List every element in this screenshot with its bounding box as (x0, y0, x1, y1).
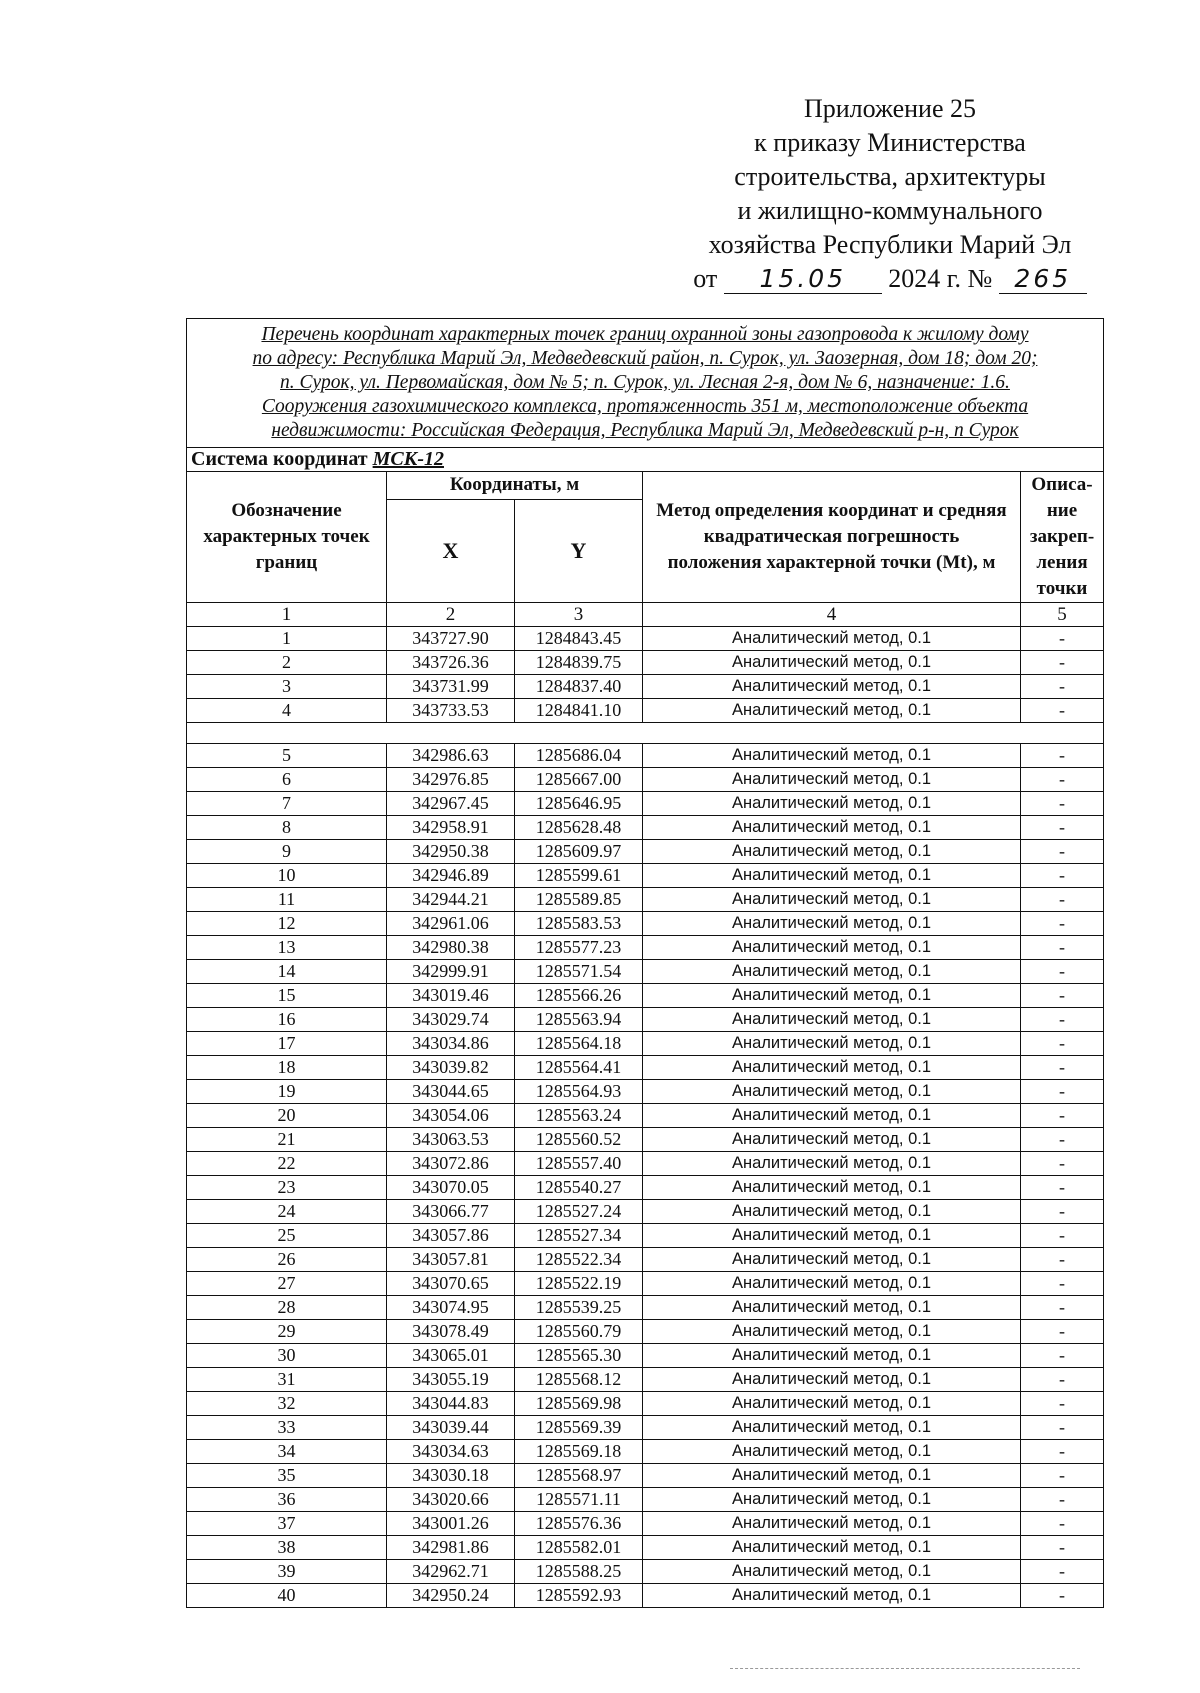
y-coordinate: 1285571.11 (515, 1488, 643, 1512)
method-cell: Аналитический метод, 0.1 (643, 1008, 1021, 1032)
y-coordinate: 1285527.34 (515, 1224, 643, 1248)
y-coordinate: 1285563.24 (515, 1104, 643, 1128)
x-coordinate: 343029.74 (387, 1008, 515, 1032)
point-number: 24 (187, 1200, 387, 1224)
y-coordinate: 1285571.54 (515, 960, 643, 984)
description-cell: - (1021, 912, 1104, 936)
y-coordinate: 1285522.19 (515, 1272, 643, 1296)
table-row (187, 1536, 1104, 1560)
description-cell: - (1021, 1344, 1104, 1368)
point-number: 6 (187, 768, 387, 792)
description-cell: - (1021, 816, 1104, 840)
x-coordinate: 342944.21 (387, 888, 515, 912)
table-row (187, 1176, 1104, 1200)
description-cell: - (1021, 1200, 1104, 1224)
x-coordinate: 343074.95 (387, 1296, 515, 1320)
y-coordinate: 1285599.61 (515, 864, 643, 888)
table-row (187, 912, 1104, 936)
point-number: 33 (187, 1416, 387, 1440)
x-coordinate: 342950.38 (387, 840, 515, 864)
point-number: 38 (187, 1536, 387, 1560)
table-row (187, 1584, 1104, 1608)
description-cell: - (1021, 936, 1104, 960)
table-row (187, 1512, 1104, 1536)
y-coordinate: 1285576.36 (515, 1512, 643, 1536)
description-cell: - (1021, 651, 1104, 675)
date-prefix: от (693, 264, 718, 293)
method-cell: Аналитический метод, 0.1 (643, 1560, 1021, 1584)
x-coordinate: 342967.45 (387, 792, 515, 816)
x-coordinate: 343001.26 (387, 1512, 515, 1536)
x-coordinate: 343055.19 (387, 1368, 515, 1392)
y-coordinate: 1285568.97 (515, 1464, 643, 1488)
coordinates-table (186, 318, 1104, 1608)
method-cell: Аналитический метод, 0.1 (643, 1464, 1021, 1488)
table-row (187, 864, 1104, 888)
description-cell: - (1021, 1512, 1104, 1536)
point-number: 5 (187, 744, 387, 768)
description-cell: - (1021, 792, 1104, 816)
x-coordinate: 343072.86 (387, 1152, 515, 1176)
column-number: 3 (515, 603, 643, 627)
table-row (187, 1440, 1104, 1464)
method-cell: Аналитический метод, 0.1 (643, 1104, 1021, 1128)
method-cell: Аналитический метод, 0.1 (643, 627, 1021, 651)
method-cell: Аналитический метод, 0.1 (643, 651, 1021, 675)
y-coordinate: 1285527.24 (515, 1200, 643, 1224)
y-coordinate: 1285592.93 (515, 1584, 643, 1608)
method-cell: Аналитический метод, 0.1 (643, 1176, 1021, 1200)
description-cell: - (1021, 1224, 1104, 1248)
x-coordinate: 343070.65 (387, 1272, 515, 1296)
method-cell: Аналитический метод, 0.1 (643, 744, 1021, 768)
y-coordinate: 1285609.97 (515, 840, 643, 864)
point-number: 22 (187, 1152, 387, 1176)
column-number: 4 (643, 603, 1021, 627)
table-row (187, 960, 1104, 984)
description-cell: - (1021, 864, 1104, 888)
point-number: 8 (187, 816, 387, 840)
point-number: 40 (187, 1584, 387, 1608)
x-coordinate: 343034.63 (387, 1440, 515, 1464)
y-coordinate: 1285564.18 (515, 1032, 643, 1056)
description-cell: - (1021, 744, 1104, 768)
description-cell: - (1021, 1320, 1104, 1344)
y-coordinate: 1285628.48 (515, 816, 643, 840)
x-coordinate: 343065.01 (387, 1344, 515, 1368)
header-x: X (387, 499, 515, 602)
group-separator-row (187, 723, 1104, 744)
point-number: 4 (187, 699, 387, 723)
table-row (187, 1128, 1104, 1152)
point-number: 32 (187, 1392, 387, 1416)
y-coordinate: 1285646.95 (515, 792, 643, 816)
point-number: 29 (187, 1320, 387, 1344)
y-coordinate: 1285540.27 (515, 1176, 643, 1200)
description-cell: - (1021, 1488, 1104, 1512)
y-coordinate: 1284841.10 (515, 699, 643, 723)
point-number: 1 (187, 627, 387, 651)
title-line: недвижимости: Российская Федерация, Республика Марий Эл, Медведевский р-н, п Сурок (271, 420, 1019, 441)
table-title-row (187, 319, 1104, 448)
description-cell: - (1021, 1536, 1104, 1560)
system-label: Система координат (191, 448, 368, 470)
table-row (187, 1056, 1104, 1080)
table-row (187, 1032, 1104, 1056)
point-number: 13 (187, 936, 387, 960)
method-cell: Аналитический метод, 0.1 (643, 1584, 1021, 1608)
method-cell: Аналитический метод, 0.1 (643, 1416, 1021, 1440)
table-row (187, 1152, 1104, 1176)
point-number: 30 (187, 1344, 387, 1368)
x-coordinate: 343731.99 (387, 675, 515, 699)
x-coordinate: 343078.49 (387, 1320, 515, 1344)
point-number: 18 (187, 1056, 387, 1080)
description-cell: - (1021, 1464, 1104, 1488)
y-coordinate: 1285569.98 (515, 1392, 643, 1416)
handwritten-date: 15.05 (724, 265, 882, 294)
y-coordinate: 1285560.79 (515, 1320, 643, 1344)
title-line: п. Сурок, ул. Первомайская, дом № 5; п. Сурок, ул. Лесная 2-я, дом № 6, назначение: 1.6. (280, 372, 1010, 393)
description-cell: - (1021, 699, 1104, 723)
point-number: 7 (187, 792, 387, 816)
description-cell: - (1021, 984, 1104, 1008)
table-row (187, 1104, 1104, 1128)
x-coordinate: 343063.53 (387, 1128, 515, 1152)
method-cell: Аналитический метод, 0.1 (643, 1056, 1021, 1080)
y-coordinate: 1285560.52 (515, 1128, 643, 1152)
table-row (187, 840, 1104, 864)
table-row (187, 699, 1104, 723)
y-coordinate: 1285569.18 (515, 1440, 643, 1464)
x-coordinate: 343030.18 (387, 1464, 515, 1488)
method-cell: Аналитический метод, 0.1 (643, 1392, 1021, 1416)
x-coordinate: 342976.85 (387, 768, 515, 792)
document-header (640, 92, 1140, 296)
table-title (187, 319, 1104, 448)
method-cell: Аналитический метод, 0.1 (643, 864, 1021, 888)
header-coordinates: Координаты, м (387, 472, 643, 500)
handwritten-number: 265 (999, 265, 1087, 294)
x-coordinate: 342946.89 (387, 864, 515, 888)
method-cell: Аналитический метод, 0.1 (643, 1536, 1021, 1560)
point-number: 27 (187, 1272, 387, 1296)
method-cell: Аналитический метод, 0.1 (643, 1296, 1021, 1320)
table-row (187, 1080, 1104, 1104)
description-cell: - (1021, 1584, 1104, 1608)
y-coordinate: 1285522.34 (515, 1248, 643, 1272)
page-footer-marks (730, 1668, 1080, 1671)
coordinate-system-row (187, 448, 1104, 472)
point-number: 36 (187, 1488, 387, 1512)
method-cell: Аналитический метод, 0.1 (643, 1344, 1021, 1368)
column-number: 1 (187, 603, 387, 627)
point-number: 19 (187, 1080, 387, 1104)
point-number: 14 (187, 960, 387, 984)
title-line: Сооружения газохимического комплекса, протяженность 351 м, местоположение объекта (261, 396, 1029, 417)
x-coordinate: 343066.77 (387, 1200, 515, 1224)
point-number: 34 (187, 1440, 387, 1464)
method-cell: Аналитический метод, 0.1 (643, 1512, 1021, 1536)
x-coordinate: 342986.63 (387, 744, 515, 768)
table-row (187, 768, 1104, 792)
method-cell: Аналитический метод, 0.1 (643, 912, 1021, 936)
y-coordinate: 1285667.00 (515, 768, 643, 792)
column-number: 5 (1021, 603, 1104, 627)
table-row (187, 1368, 1104, 1392)
method-cell: Аналитический метод, 0.1 (643, 936, 1021, 960)
description-cell: - (1021, 960, 1104, 984)
point-number: 20 (187, 1104, 387, 1128)
title-line: Перечень координат характерных точек границ охранной зоны газопровода к жилому дому (261, 324, 1029, 345)
point-number: 39 (187, 1560, 387, 1584)
table-row (187, 1248, 1104, 1272)
point-number: 16 (187, 1008, 387, 1032)
description-cell: - (1021, 1152, 1104, 1176)
y-coordinate: 1285588.25 (515, 1560, 643, 1584)
y-coordinate: 1284837.40 (515, 675, 643, 699)
point-number: 3 (187, 675, 387, 699)
y-coordinate: 1285563.94 (515, 1008, 643, 1032)
header-date-line (640, 262, 1140, 296)
x-coordinate: 343044.65 (387, 1080, 515, 1104)
x-coordinate: 343039.82 (387, 1056, 515, 1080)
header-line-ministry: строительства, архитектуры (734, 162, 1046, 191)
method-cell: Аналитический метод, 0.1 (643, 1224, 1021, 1248)
table-row (187, 675, 1104, 699)
point-number: 2 (187, 651, 387, 675)
x-coordinate: 343019.46 (387, 984, 515, 1008)
table-row (187, 1488, 1104, 1512)
point-number: 9 (187, 840, 387, 864)
method-cell: Аналитический метод, 0.1 (643, 768, 1021, 792)
y-coordinate: 1285568.12 (515, 1368, 643, 1392)
y-coordinate: 1285686.04 (515, 744, 643, 768)
method-cell: Аналитический метод, 0.1 (643, 1200, 1021, 1224)
point-number: 12 (187, 912, 387, 936)
point-number: 10 (187, 864, 387, 888)
point-number: 15 (187, 984, 387, 1008)
table-row (187, 792, 1104, 816)
description-cell: - (1021, 840, 1104, 864)
header-line-republic: хозяйства Республики Марий Эл (708, 230, 1072, 259)
description-cell: - (1021, 1176, 1104, 1200)
description-cell: - (1021, 1128, 1104, 1152)
description-cell: - (1021, 675, 1104, 699)
y-coordinate: 1285566.26 (515, 984, 643, 1008)
y-coordinate: 1285565.30 (515, 1344, 643, 1368)
table-row (187, 744, 1104, 768)
table-row (187, 1560, 1104, 1584)
method-cell: Аналитический метод, 0.1 (643, 1272, 1021, 1296)
table-row (187, 1392, 1104, 1416)
x-coordinate: 343044.83 (387, 1392, 515, 1416)
x-coordinate: 343727.90 (387, 627, 515, 651)
x-coordinate: 342962.71 (387, 1560, 515, 1584)
method-cell: Аналитический метод, 0.1 (643, 984, 1021, 1008)
method-cell: Аналитический метод, 0.1 (643, 816, 1021, 840)
description-cell: - (1021, 768, 1104, 792)
x-coordinate: 343054.06 (387, 1104, 515, 1128)
title-line: по адресу: Республика Марий Эл, Медведевский район, п. Сурок, ул. Заозерная, дом 18; дом 20; (252, 348, 1038, 369)
method-cell: Аналитический метод, 0.1 (643, 1320, 1021, 1344)
description-cell: - (1021, 888, 1104, 912)
description-cell: - (1021, 1080, 1104, 1104)
y-coordinate: 1284839.75 (515, 651, 643, 675)
y-coordinate: 1285583.53 (515, 912, 643, 936)
table-row (187, 1320, 1104, 1344)
x-coordinate: 343726.36 (387, 651, 515, 675)
column-numbers-row (187, 603, 1104, 627)
y-coordinate: 1285539.25 (515, 1296, 643, 1320)
table-row (187, 1296, 1104, 1320)
method-cell: Аналитический метод, 0.1 (643, 840, 1021, 864)
y-coordinate: 1285582.01 (515, 1536, 643, 1560)
coordinate-system (187, 448, 1104, 472)
table-row (187, 1200, 1104, 1224)
x-coordinate: 343039.44 (387, 1416, 515, 1440)
table-row (187, 1224, 1104, 1248)
header-line-housing: и жилищно-коммунального (737, 196, 1043, 225)
table-row (187, 888, 1104, 912)
table-row (187, 651, 1104, 675)
x-coordinate: 342961.06 (387, 912, 515, 936)
description-cell: - (1021, 1296, 1104, 1320)
method-cell: Аналитический метод, 0.1 (643, 1488, 1021, 1512)
header-description: Описа-ние закреп-ления точки (1021, 472, 1104, 603)
point-number: 23 (187, 1176, 387, 1200)
x-coordinate: 343733.53 (387, 699, 515, 723)
point-number: 26 (187, 1248, 387, 1272)
table-row (187, 627, 1104, 651)
table-row (187, 1416, 1104, 1440)
header-line-appendix: Приложение 25 (803, 94, 977, 123)
x-coordinate: 343057.86 (387, 1224, 515, 1248)
x-coordinate: 342950.24 (387, 1584, 515, 1608)
method-cell: Аналитический метод, 0.1 (643, 1128, 1021, 1152)
year-text: 2024 г. № (888, 264, 993, 293)
method-cell: Аналитический метод, 0.1 (643, 1152, 1021, 1176)
point-number: 31 (187, 1368, 387, 1392)
description-cell: - (1021, 1104, 1104, 1128)
header-line-order: к приказу Министерства (754, 128, 1026, 157)
x-coordinate: 343034.86 (387, 1032, 515, 1056)
point-number: 35 (187, 1464, 387, 1488)
method-cell: Аналитический метод, 0.1 (643, 1368, 1021, 1392)
x-coordinate: 342958.91 (387, 816, 515, 840)
y-coordinate: 1285589.85 (515, 888, 643, 912)
system-name: МСК-12 (372, 448, 444, 470)
description-cell: - (1021, 1032, 1104, 1056)
table-row (187, 1464, 1104, 1488)
table-row (187, 1008, 1104, 1032)
x-coordinate: 343070.05 (387, 1176, 515, 1200)
method-cell: Аналитический метод, 0.1 (643, 1440, 1021, 1464)
table-row (187, 1272, 1104, 1296)
point-number: 37 (187, 1512, 387, 1536)
table-row (187, 816, 1104, 840)
x-coordinate: 342999.91 (387, 960, 515, 984)
description-cell: - (1021, 1416, 1104, 1440)
x-coordinate: 343020.66 (387, 1488, 515, 1512)
y-coordinate: 1285577.23 (515, 936, 643, 960)
description-cell: - (1021, 1248, 1104, 1272)
method-cell: Аналитический метод, 0.1 (643, 888, 1021, 912)
header-row-1 (187, 472, 1104, 500)
method-cell: Аналитический метод, 0.1 (643, 675, 1021, 699)
method-cell: Аналитический метод, 0.1 (643, 792, 1021, 816)
description-cell: - (1021, 1560, 1104, 1584)
y-coordinate: 1285564.93 (515, 1080, 643, 1104)
description-cell: - (1021, 1368, 1104, 1392)
description-cell: - (1021, 627, 1104, 651)
x-coordinate: 343057.81 (387, 1248, 515, 1272)
x-coordinate: 342980.38 (387, 936, 515, 960)
method-cell: Аналитический метод, 0.1 (643, 1248, 1021, 1272)
header-y: Y (515, 499, 643, 602)
point-number: 11 (187, 888, 387, 912)
y-coordinate: 1284843.45 (515, 627, 643, 651)
description-cell: - (1021, 1272, 1104, 1296)
column-number: 2 (387, 603, 515, 627)
point-number: 17 (187, 1032, 387, 1056)
table-row (187, 984, 1104, 1008)
y-coordinate: 1285557.40 (515, 1152, 643, 1176)
point-number: 28 (187, 1296, 387, 1320)
table-row (187, 936, 1104, 960)
method-cell: Аналитический метод, 0.1 (643, 699, 1021, 723)
description-cell: - (1021, 1008, 1104, 1032)
x-coordinate: 342981.86 (387, 1536, 515, 1560)
description-cell: - (1021, 1056, 1104, 1080)
point-number: 25 (187, 1224, 387, 1248)
description-cell: - (1021, 1440, 1104, 1464)
y-coordinate: 1285564.41 (515, 1056, 643, 1080)
header-designation: Обозначение характерных точек границ (187, 472, 387, 603)
header-method: Метод определения координат и средняя квадратическая погрешность положения характерной точки (Mt), м (643, 472, 1021, 603)
table-row (187, 1344, 1104, 1368)
y-coordinate: 1285569.39 (515, 1416, 643, 1440)
method-cell: Аналитический метод, 0.1 (643, 1032, 1021, 1056)
method-cell: Аналитический метод, 0.1 (643, 1080, 1021, 1104)
method-cell: Аналитический метод, 0.1 (643, 960, 1021, 984)
point-number: 21 (187, 1128, 387, 1152)
group-separator (187, 723, 1104, 744)
description-cell: - (1021, 1392, 1104, 1416)
